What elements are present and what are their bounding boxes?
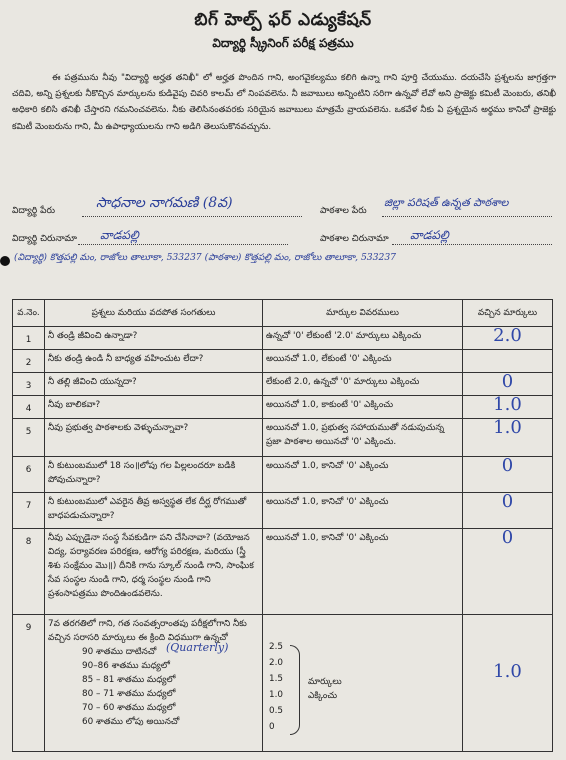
row-question-9 <box>45 615 263 752</box>
q9-marks-scale-cell <box>263 615 463 752</box>
row-marks-rule: అయినచో 1.0, లేకుంటే '0' ఎక్కించు <box>263 350 463 373</box>
col-header-question: ప్రశ్నలు మరియు వదపోత సంగతులు <box>45 300 263 327</box>
table-row <box>13 529 553 615</box>
table-row <box>13 419 553 457</box>
row-question: నీవు బాలికవా? <box>45 396 263 419</box>
school-address-label: పాఠశాల చిరునామా <box>320 234 389 244</box>
table-row <box>13 327 553 350</box>
col-header-marks-details: మార్కుల వివరములు <box>263 300 463 327</box>
row-marks-rule: ఉన్నచో '0' లేకుంటే '2.0' మార్కులు ఎక్కించు <box>263 327 463 350</box>
row-marks-obtained[interactable]: 1.0 <box>463 419 553 457</box>
table-row <box>13 615 553 752</box>
row-marks-obtained[interactable]: 1.0 <box>463 396 553 419</box>
row-marks-obtained[interactable]: 1.0 <box>463 615 553 752</box>
q9-scale-values <box>269 639 283 735</box>
school-name-label: పాఠశాల పేరు <box>320 206 367 216</box>
q9-scale-value: 2.0 <box>269 658 283 668</box>
row-marks-obtained[interactable]: 0 <box>463 457 553 493</box>
form-title: బిగ్ హెల్ప్ ఫర్ ఎడ్యుకేషన్ <box>194 10 372 30</box>
row-number: 4 <box>13 396 45 419</box>
student-name-label: విద్యార్థి పేరు <box>12 206 55 216</box>
table-row <box>13 457 553 493</box>
q9-scale-value: 0.5 <box>269 706 283 716</box>
row-marks-obtained[interactable]: 2.0 <box>463 327 553 350</box>
row-marks-rule: లేకుంటే 2.0, ఉన్నచో '0' మార్కులు ఎక్కించు <box>263 373 463 396</box>
table-row <box>13 396 553 419</box>
row-number: 3 <box>13 373 45 396</box>
col-header-number: వ.నెం. <box>13 300 45 327</box>
school-name-line <box>382 216 552 217</box>
handwritten-address-line: (విద్యార్థి) కొత్తపల్లి మం, రాజోలు తాలూకా, 533237 (పాఠశాల) కొత్తపల్లి మం, రాజోలు తాలూకా, 533237 <box>14 252 397 263</box>
q9-scale-value: 1.0 <box>269 690 283 700</box>
instructions-paragraph: ఈ పత్రమును నీవు "విద్యార్థి అర్హత తనిఖీ" లో అర్హత పొందిన గాని, అంగవైకల్యము కలిగి ఉన్నా గాని పూర్తి చేయుము. దయచేసి ప్రశ్నలను జాగ్రత్తగా చదివి, అన్ని ప్రశ్నలకు నీకొచ్చిన మార్కులను కుడివైపు చివరి కాలమ్ లో నింపవలెను. నీ జవాబులు అన్నింటిని సరిగా ఉన్నవో లేవో అని ప్రాజెక్టు కమిటీ మెంబరు, తనిఖీ అధికారి కలిసి తనిఖీ చేస్తారని గమనించవలెను. నీకు తెలిసినంతవరకు సరియైన జవాబులు మాత్రమే వ్రాయవలెను. ఒకవేళ నీకు ఏ ప్రశ్నయైన అర్థము కానిచో ప్రాజెక్టు కమిటీ మెంబరును గాని, మీ ఉపాధ్యాయులను గాని అడిగి తెలుసుకొనవచ్చును. <box>12 73 556 132</box>
q9-range-item: 85 – 81 శాతము మధ్యలో <box>82 675 176 685</box>
q9-scale-value: 1.5 <box>269 674 283 684</box>
q9-marks-scale <box>266 639 459 749</box>
school-address-field[interactable]: వాడపల్లి <box>410 228 449 242</box>
row-number: 6 <box>13 457 45 493</box>
handwritten-note: (Quarterly) <box>166 641 229 654</box>
q9-scale-label: మార్కులు ఎక్కించు <box>308 677 342 701</box>
q9-range-item: 90–86 శాతము మధ్యలో <box>82 661 170 671</box>
row-number: 2 <box>13 350 45 373</box>
row-number: 1 <box>13 327 45 350</box>
q9-scale-value: 0 <box>269 722 275 732</box>
row-marks-obtained[interactable]: 0 <box>463 529 553 615</box>
q9-scale-value: 2.5 <box>269 642 283 652</box>
table-row <box>13 493 553 529</box>
row-number: 7 <box>13 493 45 529</box>
row-marks-rule: అయినచో 1.0, కానిచో '0' ఎక్కించు <box>263 529 463 615</box>
q9-range-item: 70 – 60 శాతము మధ్యలో <box>82 703 176 713</box>
col-header-marks-obtained: వచ్చిన మార్కులు <box>463 300 553 327</box>
student-address-field[interactable]: వాడపల్లి <box>100 228 139 242</box>
row-marks-obtained[interactable] <box>463 350 553 373</box>
form-subtitle: విద్యార్థి స్క్రీనింగ్ పరీక్ష పత్రము <box>212 36 354 50</box>
brace-shape <box>290 645 300 735</box>
student-name-field[interactable]: సాధనాల నాగమణి (8వ) <box>96 195 233 211</box>
row-question: నీ కుటుంబములో 18 సం॥లోపు గల పిల్లలందరూ బడికి పోవుచున్నారా? <box>45 457 263 493</box>
row-number: 5 <box>13 419 45 457</box>
table-row <box>13 350 553 373</box>
row-marks-rule: అయినచో 1.0, కానిచో '0' ఎక్కించు <box>263 493 463 529</box>
row-question: నీకు తండ్రి ఉండి నీ బాధ్యత వహించుట లేదా? <box>45 350 263 373</box>
row-question: నీవు ప్రభుత్వ పాఠశాలకు వెళ్ళుచున్నావా? <box>45 419 263 457</box>
row-number: 9 <box>13 615 45 752</box>
row-question: నీ కుటుంబములో ఎవరైన తీవ్ర అస్వస్థత లేక దీర్ఘ రోగముతో బాధపడుచున్నారా? <box>45 493 263 529</box>
punch-hole-mark <box>0 256 10 266</box>
row-marks-obtained[interactable]: 0 <box>463 493 553 529</box>
row-question: 7వ తరగతిలో గాని, గత సంవత్సరాంతపు పరీక్షలోగాని నీకు వచ్చిన సరాసరి మార్కులు ఈ క్రింది విధముగా ఉన్నచో <box>48 619 247 643</box>
row-marks-rule: అయినచో 1.0, కానిచో '0' ఎక్కించు <box>263 457 463 493</box>
row-marks-rule: అయినచో 1.0, కాకుంటే '0' ఎక్కించు <box>263 396 463 419</box>
row-marks-obtained[interactable]: 0 <box>463 373 553 396</box>
row-question: నీవు ఎప్పుడైనా సంస్థ సేవకుడిగా పని చేసినావా? (వయోజన విద్య, పర్యావరణ పరిరక్షణ, ఆరోగ్య పరిరక్షణ, మరియు (స్త్రీ శిశు సంక్షేమం మొ॥) దీనికి గాను స్కూల్ నుండి గాని, సాంఘిక సేవ సంస్థల నుండి గాని, ధర్మ సంస్థల నుండి గాని ప్రశంసాపత్రము పొందిఉండవలెను. <box>45 529 263 615</box>
row-number: 8 <box>13 529 45 615</box>
school-name-field[interactable]: జిల్లా పరిషత్ ఉన్నత పాఠశాల <box>384 196 509 209</box>
q9-range-item: 60 శాతము లోపు అయినచో <box>82 717 180 727</box>
q9-range-item: 90 శాతము దాటినచో <box>82 647 157 657</box>
q9-range-item: 80 – 71 శాతము మధ్యలో <box>82 689 176 699</box>
student-name-line <box>82 216 302 217</box>
screening-table <box>12 299 553 752</box>
student-address-label: విద్యార్థి చిరునామా <box>12 234 77 244</box>
table-header-row <box>13 300 553 327</box>
row-marks-rule: అయినచో 1.0, ప్రభుత్వ సహాయముతో నడుపుచున్న ప్రజా పాఠశాల అయినచో '0' ఎక్కించు. <box>263 419 463 457</box>
row-question: నీ తల్లి జీవించి యున్నదా? <box>45 373 263 396</box>
table-row <box>13 373 553 396</box>
row-question: నీ తండ్రి జీవించి ఉన్నాడా? <box>45 327 263 350</box>
